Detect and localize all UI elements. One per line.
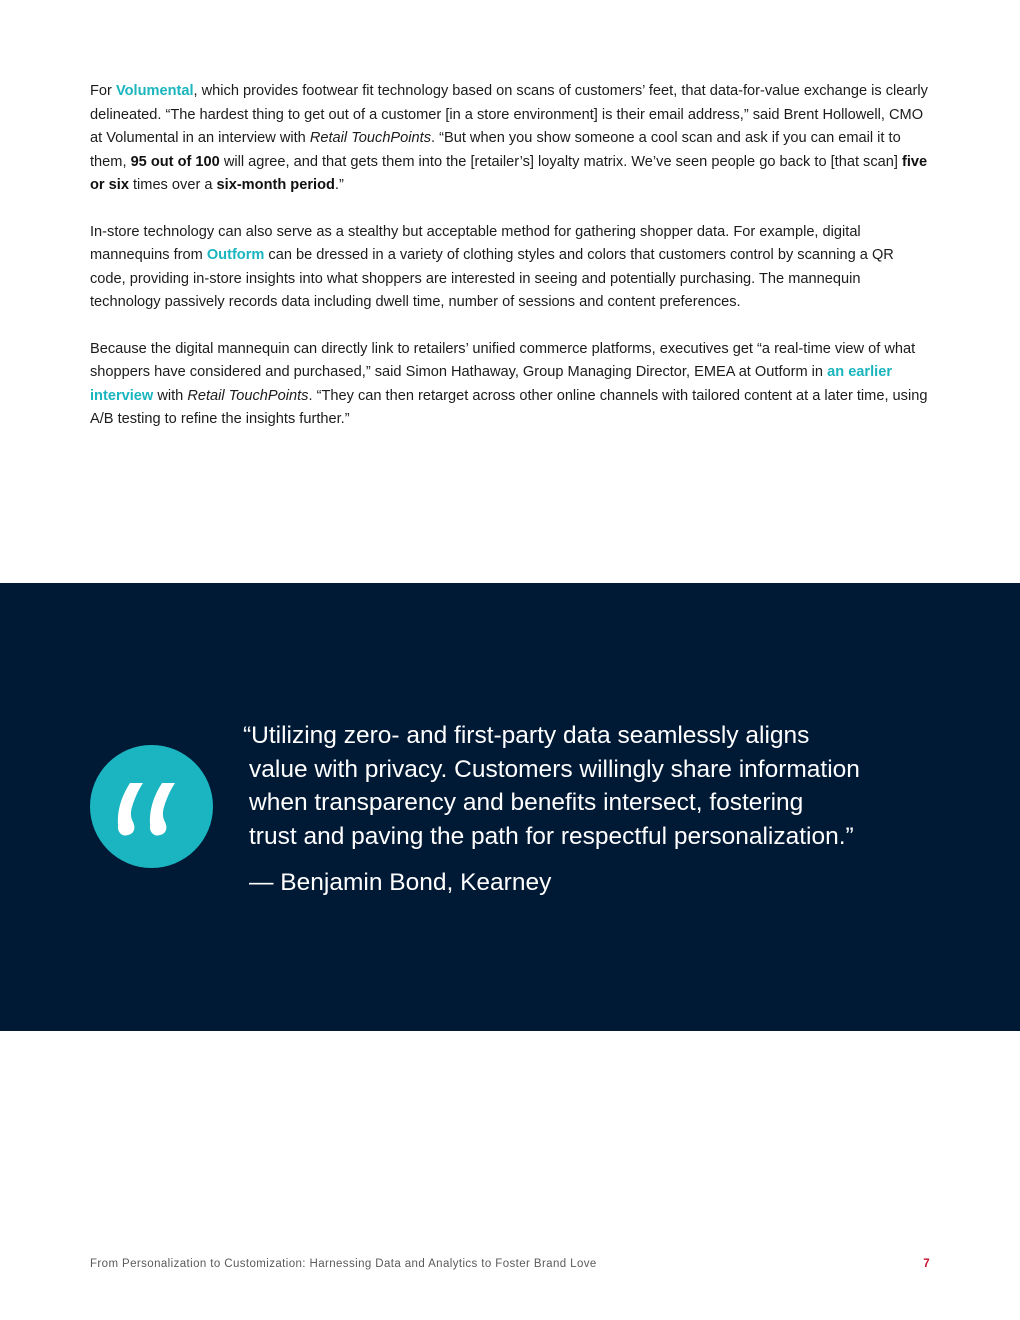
publication-name: Retail TouchPoints xyxy=(187,387,309,404)
outform-link[interactable]: Outform xyxy=(206,247,265,263)
article-body xyxy=(90,80,930,455)
quote-marks-glyph xyxy=(90,745,213,868)
footer-title: From Personalization to Customization: Harnessing Data and Analytics to Foster Brand Love xyxy=(90,1258,597,1270)
quote-attribution: — Benjamin Bond, Kearney xyxy=(249,869,552,896)
publication-name: Retail TouchPoints xyxy=(309,130,431,146)
page-number: 7 xyxy=(923,1258,930,1270)
quote-marks-icon xyxy=(90,745,213,868)
volumental-link[interactable]: Volumental xyxy=(115,83,194,99)
stat-six-month-period: six-month period xyxy=(216,177,335,193)
stat-five-or-six: five or six xyxy=(90,153,928,193)
pull-quote-band xyxy=(0,583,1020,1031)
paragraph-outform: In-store technology can also serve as a stealthy but acceptable method for gathering shopper data. For example, digital mannequins from Outform can be dressed in a variety of clothing styles and colors that customers control by scanning a QR code, providing in-store insights into what shoppers are interested in seeing and potentially purchasing. The mannequin technology passively records data including dwell time, number of sessions and content preferences. xyxy=(90,223,894,310)
stat-95-of-100: 95 out of 100 xyxy=(130,153,220,170)
quote-line: when transparency and benefits intersect, fostering xyxy=(249,789,804,816)
quote-line: “Utilizing zero- and first-party data seamlessly aligns xyxy=(243,722,810,749)
paragraph-volumental: For Volumental, which provides footwear fit technology based on scans of customers’ feet, that data-for-value exchange is clearly delineated. “The hardest thing to get out of a customer [in a store environment] is their email address,” said Brent Hollowell, CMO at Volumental in an interview with Retail TouchPoints. “But when you show someone a cool scan and ask if you can email it to them, 95 out of 100 will agree, and that gets them into the [retailer’s] loyalty matrix. We’ve seen people go back to [that scan] five or six times over a six-month period.” xyxy=(90,83,928,193)
paragraph-mannequin: Because the digital mannequin can directly link to retailers’ unified commerce platforms, executives get “a real-time view of what shoppers have considered and purchased,” said Simon Hathaway, Group Managing Director, EMEA at Outform in an earlier interview with Retail TouchPoints. “They can then retarget across other online channels with tailored content at a later time, using A/B testing to refine the insights further.” xyxy=(90,340,928,427)
quote-lines xyxy=(243,719,943,853)
page-footer xyxy=(90,1258,930,1278)
quote-line: value with privacy. Customers willingly share information xyxy=(249,755,860,783)
earlier-interview-link[interactable]: an earlier interview xyxy=(90,364,893,404)
quote-line: trust and paving the path for respectful personalization.” xyxy=(249,822,854,850)
pull-quote xyxy=(243,719,943,853)
